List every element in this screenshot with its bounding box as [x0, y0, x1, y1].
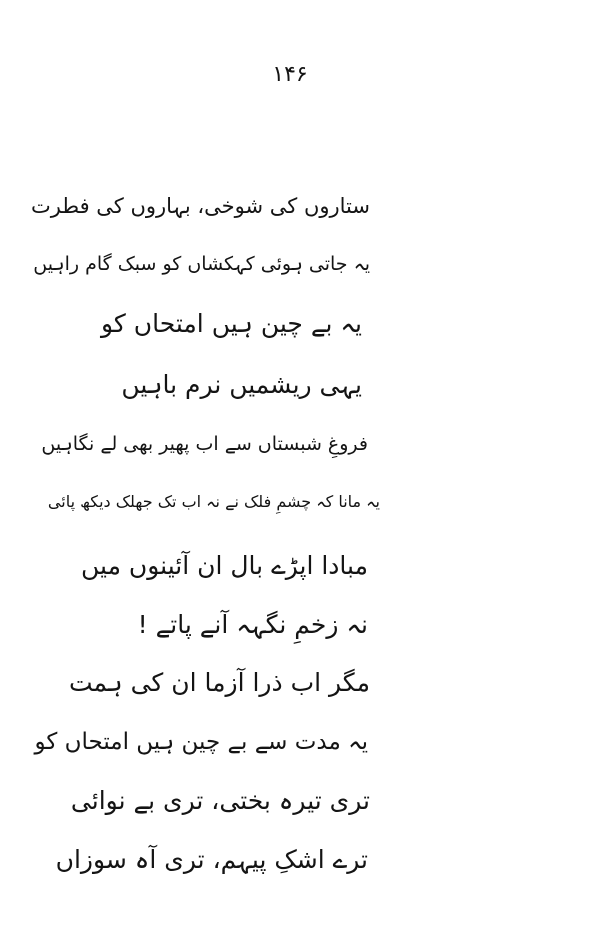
- verse-line-12: ترے اشکِ پیہم، تری آہ سوزاں: [55, 845, 368, 874]
- page-number: ۱۴۶: [272, 62, 308, 87]
- verse-line-4: یہی ریشمیں نرم باہیں: [121, 370, 362, 399]
- verse-line-1: ستاروں کی شوخی، بہاروں کی فطرت: [31, 194, 370, 218]
- verse-line-5: فروغِ شبستاں سے اب پھیر بھی لے نگاہیں: [41, 433, 368, 455]
- verse-line-3: یہ بے چین ہیں امتحاں کو: [100, 309, 362, 338]
- verse-line-7: مبادا اپڑے بال ان آئینوں میں: [81, 551, 368, 580]
- verse-line-11: تری تیرہ بختی، تری بے نوائی: [70, 786, 370, 815]
- verse-line-8: نہ زخمِ نگہہ آنے پاتے !: [137, 610, 368, 639]
- verse-line-10: یہ مدت سے بے چین ہیں امتحاں کو: [34, 729, 368, 755]
- verse-line-9: مگر اب ذرا آزما ان کی ہمت: [68, 668, 370, 697]
- verse-line-6: یہ مانا کہ چشمِ فلک نے نہ اب تک جھلک دیکھ پائی: [47, 492, 380, 511]
- verse-line-2: یہ جاتی ہوئی کہکشاں کو سبک گام راہیں: [33, 253, 370, 275]
